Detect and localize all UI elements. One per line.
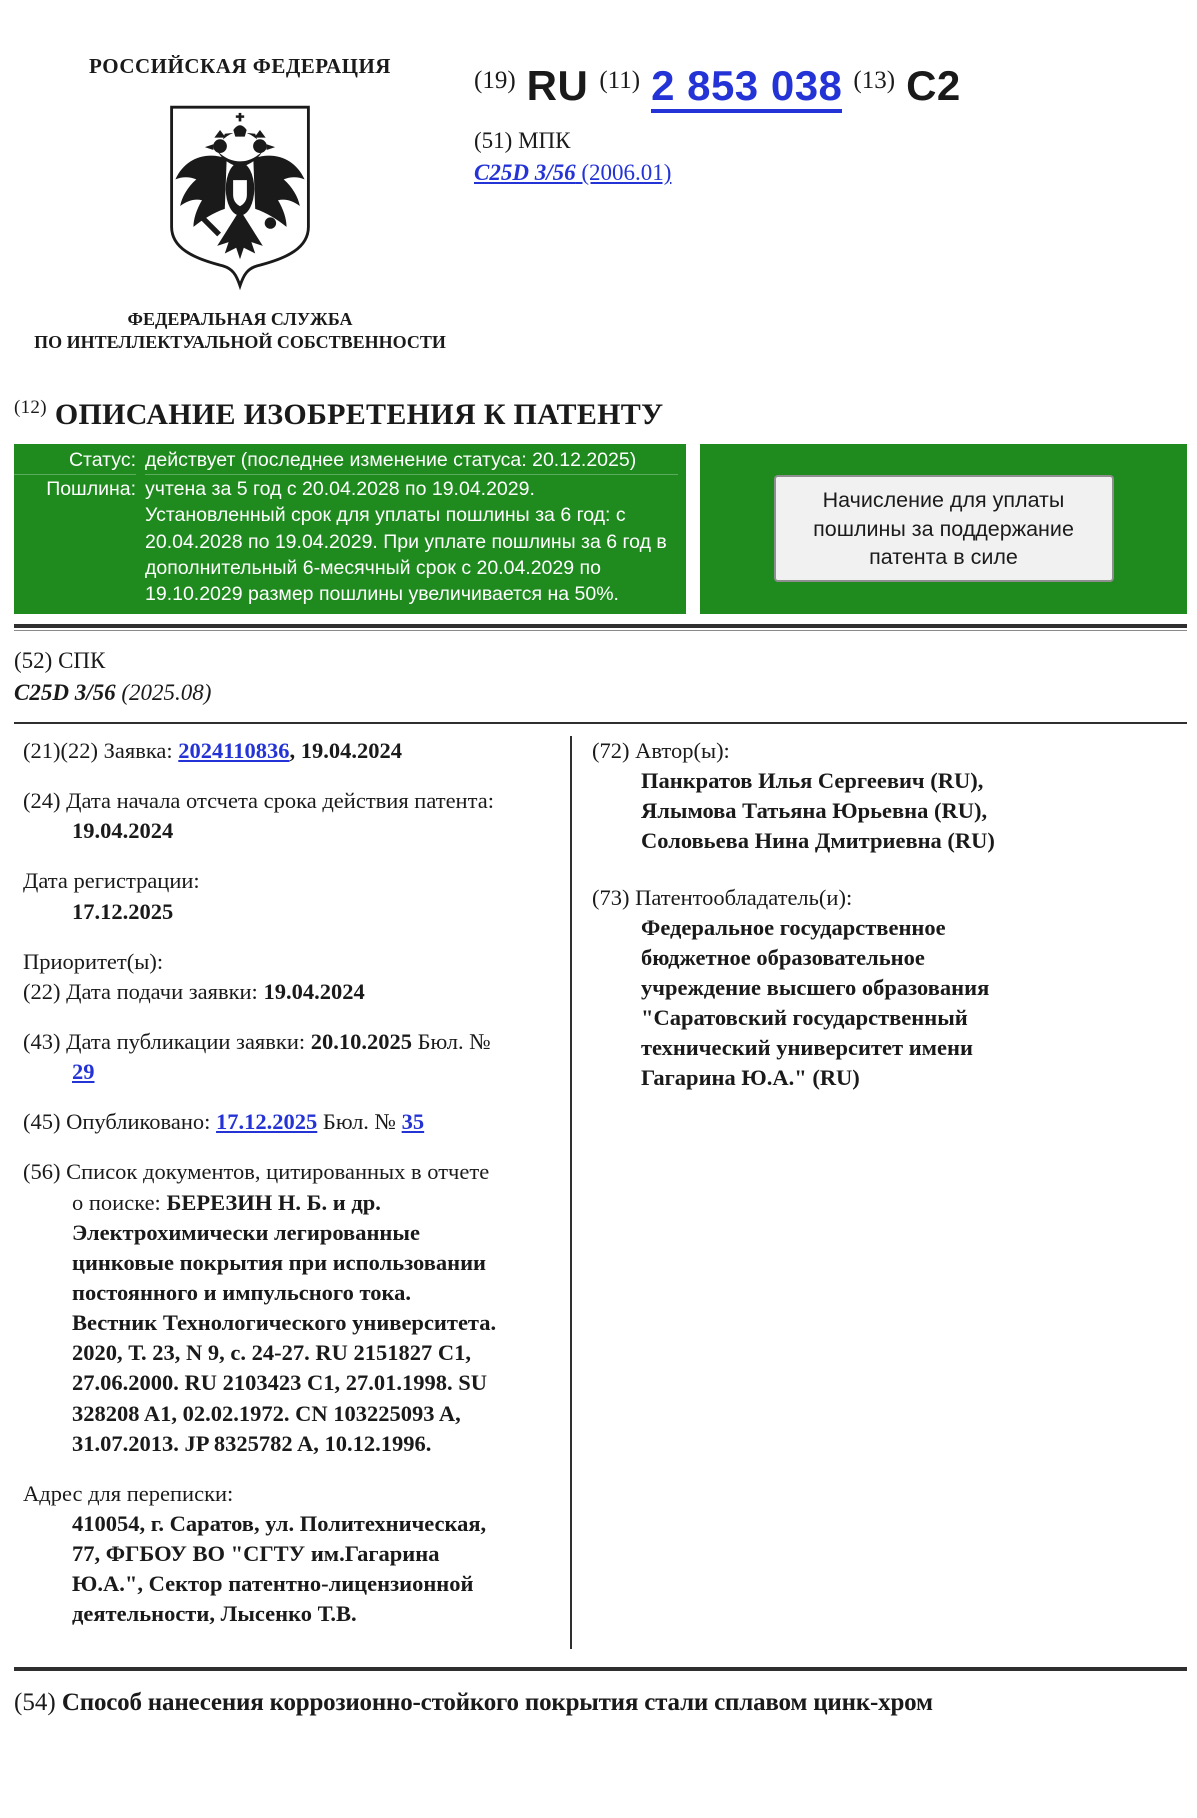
filing-date-line: (22) Дата подачи заявки: 19.04.2024: [23, 978, 365, 1004]
status-row: [14, 444, 1187, 614]
author-2: Ялымова Татьяна Юрьевна (RU),: [641, 798, 988, 824]
document-title: [14, 397, 1187, 432]
patent-holder-block: (73) Патентообладатель(и): Федеральное государственное бюджетное образовательное учреждение высшего образования "Саратовский государственный технический университет имени Гагарина Ю.А." (RU): [592, 884, 990, 1091]
application-line: (21)(22) Заявка: 2024110836, 19.04.2024: [23, 737, 403, 763]
author-1: Панкратов Илья Сергеевич (RU),: [641, 768, 984, 794]
coat-of-arms-icon: [164, 99, 316, 294]
cited-documents-block: (56) Список документов, цитированных в отчете о поиске: БЕРЕЗИН Н. Б. и др. Электрохимически легированные цинковые покрытия при использовании постоянного и импульсного тока. Вестник Технологического университета. 2020, Т. 23, N 9, с. 24-27. RU 2151827 C1, 27.06.2000. RU 2103423 C1, 27.01.1998. SU 328208 A1, 02.02.1972. CN 103225093 A, 31.07.2013. JP 8325782 A, 10.12.1996.: [23, 1159, 497, 1456]
left-column: [23, 736, 570, 1650]
inid-12-label: (12): [14, 396, 47, 418]
ipc-classification: [474, 160, 961, 186]
bulletin-29-link[interactable]: 29: [72, 1059, 95, 1085]
inid-13-label: (13): [853, 67, 896, 94]
invention-title-line: [14, 1687, 1187, 1720]
header-right-block: [466, 54, 961, 355]
published-line: (45) Опубликовано: 17.12.2025 Бюл. № 35: [23, 1109, 425, 1135]
bulletin-35-link[interactable]: 35: [401, 1109, 425, 1135]
status-box: [14, 444, 686, 614]
spk-code-line: C25D 3/56 (2025.08): [14, 680, 212, 706]
application-number-link[interactable]: 2024110836: [178, 737, 290, 763]
agency-line1: ФЕДЕРАЛЬНАЯ СЛУЖБА: [127, 309, 353, 329]
agency-name: [14, 308, 466, 355]
inid-19-label: (19): [474, 67, 516, 94]
header-left-block: [14, 54, 466, 355]
right-column: [570, 736, 1187, 1650]
invention-title-text: Способ нанесения коррозионно-стойкого покрытия стали сплавом цинк-хром: [61, 1689, 933, 1717]
registration-block: Дата регистрации: 17.12.2025: [23, 868, 200, 924]
fee-label: Пошлина:: [46, 478, 136, 501]
divider-bottom: [14, 1667, 1187, 1671]
kind-code: C2: [906, 62, 961, 109]
fee-value: учтена за 5 год с 20.04.2028 по 19.04.2029. Установленный срок для уплаты пошлины за 6 год: с 20.04.2028 по 19.04.2029. При уплате пошлины за 6 год в дополнительный 6-месячный срок с 20.04.2029 по 19.10.2029 размер пошлины увеличивается на 50%.: [145, 478, 667, 606]
authors-block: (72) Автор(ы): Панкратов Илья Сергеевич (RU), Ялымова Татьяна Юрьевна (RU), Соловьева Нина Дмитриевна (RU): [592, 737, 995, 854]
fee-panel: [700, 444, 1187, 614]
divider-double: [14, 624, 1187, 631]
bibliographic-columns: [14, 724, 1187, 1668]
spk-label: (52) СПК: [14, 647, 106, 673]
document-title-text: ОПИСАНИЕ ИЗОБРЕТЕНИЯ К ПАТЕНТУ: [54, 397, 664, 431]
fee-accrual-button[interactable]: Начисление для уплаты пошлины за поддержание патента в силе: [774, 475, 1114, 582]
publication-date-link[interactable]: 17.12.2025: [216, 1109, 318, 1135]
term-start-block: (24) Дата начала отсчета срока действия патента: 19.04.2024: [23, 788, 494, 844]
priority-label: Приоритет(ы):: [23, 948, 164, 974]
country-code: RU: [526, 62, 589, 109]
document-header: [14, 54, 1187, 355]
status-value: действует (последнее изменение статуса: 20.12.2025): [145, 447, 678, 475]
agency-line2: ПО ИНТЕЛЛЕКТУАЛЬНОЙ СОБСТВЕННОСТИ: [34, 332, 446, 353]
spk-block: [14, 645, 1187, 710]
country-name: РОССИЙСКАЯ ФЕДЕРАЦИЯ: [89, 54, 391, 78]
correspondence-address-block: Адрес для переписки: 410054, г. Саратов, ул. Политехническая, 77, ФГБОУ ВО "СГТУ им.Гагарина Ю.А.", Сектор патентно-лицензионной деятельности, Лысенко Т.В.: [23, 1480, 487, 1627]
author-3: Соловьева Нина Дмитриевна (RU): [641, 828, 995, 854]
publication-number-line: [474, 64, 961, 113]
status-label: Статус:: [14, 447, 136, 475]
inid-54-label: (54): [14, 1689, 62, 1717]
application-publication-line: (43) Дата публикации заявки: 20.10.2025 Бюл. № 29: [23, 1028, 491, 1085]
inid-11-label: (11): [599, 67, 641, 94]
publication-number-link[interactable]: 2 853 038: [651, 64, 842, 113]
ipc-section-label: (51) МПК: [474, 128, 571, 154]
ipc-code-link[interactable]: C25D 3/56 (2006.01): [474, 160, 672, 186]
